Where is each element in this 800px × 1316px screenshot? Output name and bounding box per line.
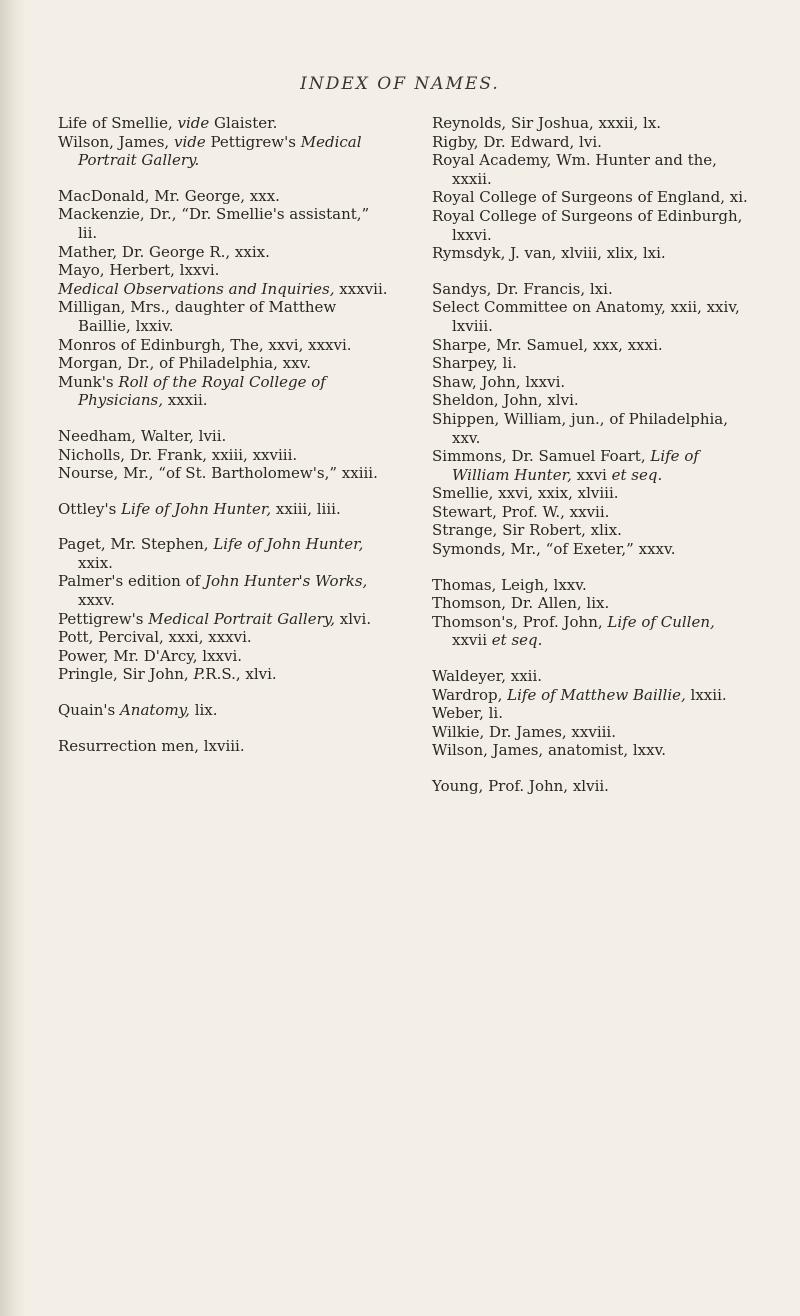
index-entry-text: Royal College of Surgeons of England, xi.: [432, 188, 748, 207]
index-entry: [58, 446, 390, 465]
index-entry: [432, 576, 750, 595]
index-entry-text: Munk's: [58, 372, 119, 391]
index-entry: [58, 133, 390, 170]
index-entry-text: xxix.: [78, 553, 113, 572]
index-entry-italic-text: et seq.: [491, 631, 543, 650]
index-entry-text: Monros of Edinburgh, The, xxvi, xxxvi.: [58, 335, 352, 354]
index-entry: [58, 298, 390, 335]
index-entry: [432, 741, 750, 760]
index-entry: [432, 723, 750, 742]
index-entry: [432, 244, 750, 263]
index-entry: [432, 686, 750, 705]
index-letter-group: [432, 280, 750, 559]
index-entry-text: Royal College of Surgeons of Edinburgh, lxxvi.: [432, 206, 743, 244]
index-entry-text: Young, Prof. John, xlvii.: [432, 777, 609, 795]
index-entry: [432, 410, 750, 447]
index-entry-italic-text: et seq.: [611, 465, 663, 484]
index-entry-text: Sharpey, li.: [432, 354, 517, 373]
index-entry-italic-text: vide: [177, 114, 210, 132]
index-entry-text: Glaister.: [209, 114, 278, 132]
index-entry-text: Palmer's edition of: [58, 572, 205, 591]
index-entry-text: Shippen, William, jun., of Philadelphia, xxv.: [432, 409, 729, 447]
index-entry-text: MacDonald, Mr. George, xxx.: [58, 186, 280, 205]
index-entry-text: Power, Mr. D'Arcy, lxxvi.: [58, 646, 243, 665]
index-entry-text: xxxv.: [78, 591, 115, 610]
index-entry: [58, 354, 390, 373]
index-entry: [432, 114, 750, 133]
index-entry: [58, 610, 390, 629]
index-entry: [58, 628, 390, 647]
index-entry: [432, 391, 750, 410]
index-entry-text: Sheldon, John, xlvi.: [432, 391, 579, 410]
index-entry-italic-text: vide: [173, 132, 206, 151]
index-entry-text: xlvi.: [335, 609, 372, 628]
index-entry: [58, 500, 390, 519]
index-entry-italic-text: Roll of the Royal College of Physicians,: [78, 372, 326, 410]
index-entry-text: Milligan, Mrs., daughter of Matthew Baillie, lxxiv.: [58, 298, 337, 335]
index-entry-text: Rigby, Dr. Edward, lvi.: [432, 132, 602, 151]
index-entry-text: Wilkie, Dr. James, xxviii.: [432, 722, 616, 741]
index-letter-group: [58, 535, 390, 684]
index-entry: [58, 336, 390, 355]
index-entry: [58, 243, 390, 262]
index-entry-italic-text: John Hunter's Works,: [204, 572, 368, 591]
index-letter-group: [58, 500, 390, 519]
index-entry: [58, 572, 390, 609]
index-entry: [58, 427, 390, 446]
index-column-left: [58, 114, 390, 772]
index-entry-text: Thomson's, Prof. John,: [432, 612, 608, 631]
index-entry: [432, 777, 750, 796]
index-letter-group: [432, 114, 750, 263]
index-entry: [58, 280, 390, 299]
index-entry: [432, 354, 750, 373]
index-entry: [432, 484, 750, 503]
index-entry: [432, 280, 750, 299]
index-entry: [58, 187, 390, 206]
index-entry-text: Life of Smellie,: [58, 114, 178, 132]
index-entry-text: xxxii.: [163, 391, 208, 410]
index-entry: [432, 447, 750, 484]
index-entry: [432, 613, 750, 650]
index-entry-text: Pott, Percival, xxxi, xxxvi.: [58, 628, 252, 647]
index-entry-text: Smellie, xxvi, xxix, xlviii.: [432, 484, 619, 503]
index-entry: [58, 114, 390, 133]
index-entry: [58, 535, 390, 572]
index-letter-group: [58, 114, 390, 170]
index-entry-text: Pettigrew's: [58, 609, 149, 628]
index-entry-text: Nourse, Mr., “of St. Bartholomew's,” xxiii.: [58, 464, 378, 483]
index-entry: [58, 261, 390, 280]
index-entry-italic-text: Life of Cullen,: [607, 612, 715, 631]
index-entry-text: Pringle, Sir John,: [58, 665, 194, 684]
index-entry-text: Strange, Sir Robert, xlix.: [432, 521, 622, 540]
index-entry-text: Select Committee on Anatomy, xxii, xxiv, lxviii.: [432, 298, 740, 335]
index-entry-text: xxvi: [571, 465, 612, 484]
index-entry-text: Wardrop,: [432, 685, 508, 704]
index-entry: [58, 205, 390, 242]
index-entry: [432, 540, 750, 559]
index-entry-text: Paget, Mr. Stephen,: [58, 535, 214, 554]
index-entry-text: Resurrection men, lxviii.: [58, 736, 245, 755]
index-entry-text: Weber, li.: [432, 704, 503, 723]
index-column-right: [432, 114, 750, 813]
index-entry-text: R.S., xlvi.: [205, 665, 277, 684]
index-entry: [432, 133, 750, 152]
index-letter-group: [432, 576, 750, 650]
index-entry: [432, 151, 750, 188]
index-entry-text: lix.: [189, 701, 218, 720]
index-entry-italic-text: P.: [193, 665, 206, 684]
index-entry: [432, 207, 750, 244]
index-entry: [432, 503, 750, 522]
index-entry-text: Sharpe, Mr. Samuel, xxx, xxxi.: [432, 335, 663, 354]
index-entry: [432, 704, 750, 723]
index-entry-text: Wilson, James,: [58, 132, 174, 151]
index-entry-italic-text: Medical Portrait Gallery,: [148, 609, 336, 628]
index-entry: [432, 667, 750, 686]
index-letter-group: [432, 667, 750, 760]
index-entry-italic-text: Life of William Hunter,: [452, 447, 699, 484]
index-entry: [58, 665, 390, 684]
index-entry: [58, 737, 390, 756]
index-entry: [432, 373, 750, 392]
index-entry: [432, 521, 750, 540]
index-entry-text: xxiii, liii.: [271, 499, 341, 518]
index-entry: [58, 647, 390, 666]
index-entry-text: Ottley's: [58, 499, 122, 518]
index-letter-group: [58, 737, 390, 756]
index-entry-italic-text: Medical Observations and Inquiries,: [58, 279, 335, 298]
index-entry-text: Sandys, Dr. Francis, lxi.: [432, 279, 613, 298]
index-letter-group: [58, 427, 390, 483]
index-entry: [58, 701, 390, 720]
index-entry-text: Morgan, Dr., of Philadelphia, xxv.: [58, 354, 311, 373]
index-entry-text: xxvii: [452, 631, 492, 650]
index-entry-text: Quain's: [58, 701, 120, 720]
index-entry-italic-text: Medical Portrait Gallery.: [78, 132, 362, 170]
index-entry-text: Needham, Walter, lvii.: [58, 426, 227, 445]
index-entry: [432, 188, 750, 207]
page-title: INDEX OF NAMES.: [300, 74, 500, 94]
index-entry-text: Royal Academy, Wm. Hunter and the, xxxii.: [432, 151, 717, 188]
index-entry-text: Mather, Dr. George R., xxix.: [58, 242, 270, 261]
index-entry: [432, 336, 750, 355]
index-entry-text: Stewart, Prof. W., xxvii.: [432, 502, 610, 521]
index-letter-group: [58, 701, 390, 720]
index-entry-text: Thomas, Leigh, lxxv.: [432, 575, 587, 594]
index-entry: [58, 464, 390, 483]
index-entry-text: Waldeyer, xxii.: [432, 667, 543, 686]
index-entry-italic-text: Life of John Hunter,: [121, 499, 272, 518]
index-entry-text: Simmons, Dr. Samuel Foart,: [432, 447, 651, 466]
index-entry-text: Thomson, Dr. Allen, lix.: [432, 594, 610, 613]
index-entry-italic-text: Life of Matthew Baillie,: [507, 685, 686, 704]
page-edge-shadow: [0, 0, 26, 1316]
index-entry-italic-text: Anatomy,: [119, 701, 190, 720]
index-entry-text: Wilson, James, anatomist, lxxv.: [432, 741, 667, 760]
index-entry-text: Nicholls, Dr. Frank, xxiii, xxviii.: [58, 445, 298, 464]
index-entry-text: Shaw, John, lxxvi.: [432, 372, 566, 391]
index-entry-text: Mackenzie, Dr., “Dr. Smellie's assistant,” lii.: [58, 205, 370, 242]
index-entry-text: Symonds, Mr., “of Exeter,” xxxv.: [432, 540, 676, 559]
index-entry-italic-text: Life of John Hunter,: [213, 535, 364, 554]
index-letter-group: [58, 187, 390, 410]
index-entry-text: Rymsdyk, J. van, xlviii, xlix, lxi.: [432, 244, 666, 263]
index-entry-text: xxxvii.: [334, 279, 388, 298]
index-entry-text: Pettigrew's: [205, 132, 301, 151]
index-entry-text: lxxii.: [685, 685, 727, 704]
index-entry-text: Reynolds, Sir Joshua, xxxii, lx.: [432, 114, 662, 132]
index-letter-group: [432, 777, 750, 796]
index-entry: [58, 373, 390, 410]
index-entry: [432, 298, 750, 335]
index-entry: [432, 594, 750, 613]
index-entry-text: Mayo, Herbert, lxxvi.: [58, 261, 220, 280]
